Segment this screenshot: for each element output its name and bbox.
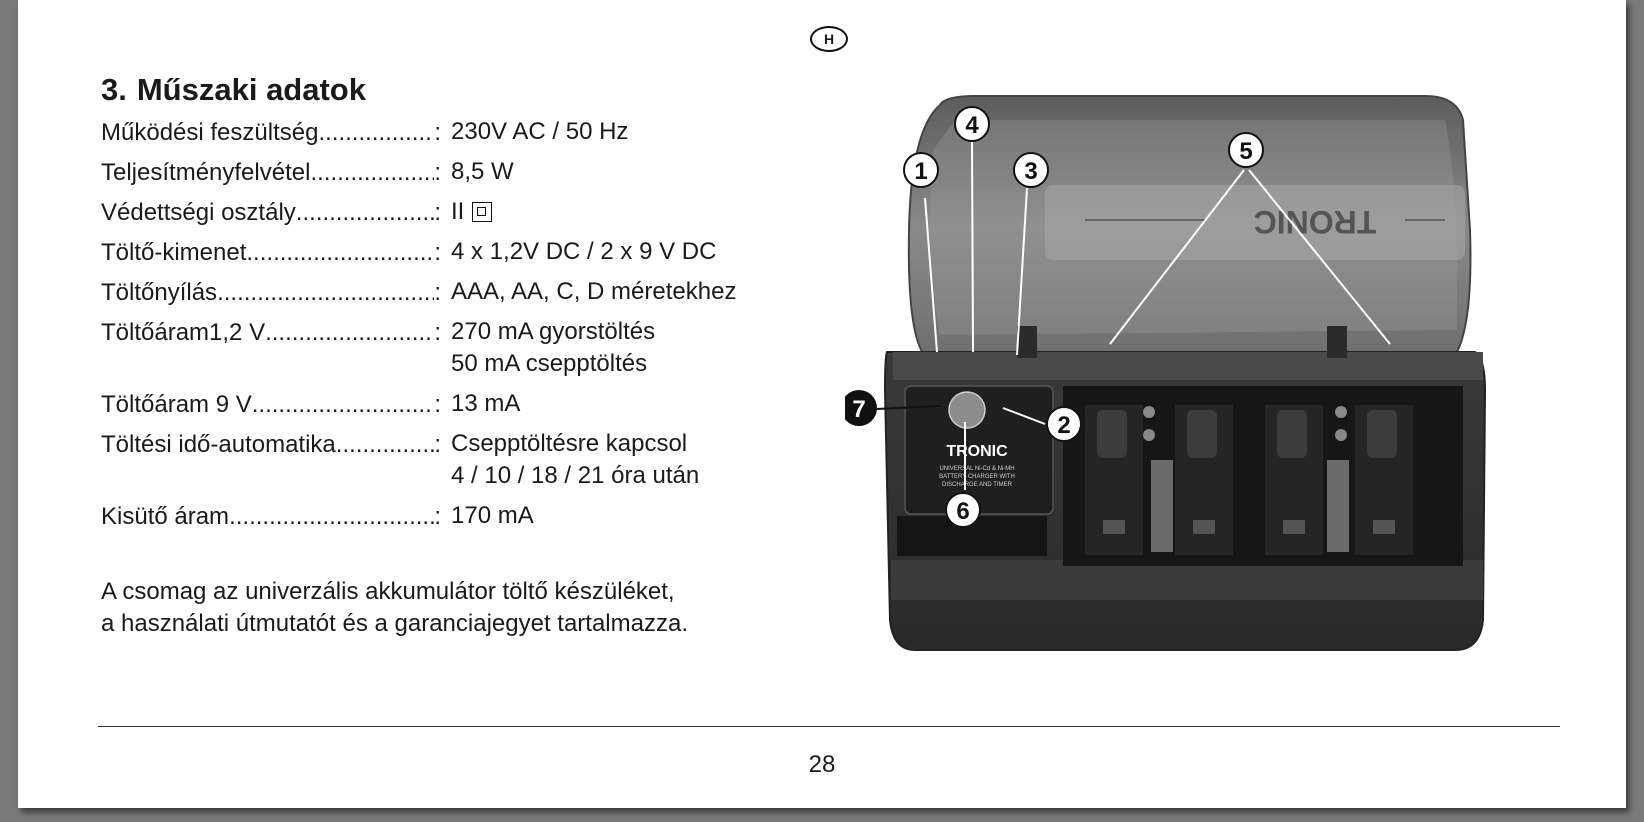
spec-value: II — [451, 198, 465, 225]
spec-label: Töltőáram 9 V — [101, 391, 252, 418]
spec-value: 8,5 W — [451, 158, 514, 185]
package-contents-note — [101, 576, 688, 640]
spec-row: Töltőáram 9 V ..... : 13 mA — [101, 388, 781, 428]
spec-row: Védettségi osztály ..... : II — [101, 196, 781, 236]
section-number: 3. — [101, 72, 127, 107]
spec-value: 13 mA — [451, 390, 521, 417]
panel-caption: UNIVERSAL Ni-Cd & Ni-MH — [939, 466, 1015, 472]
spec-label: Töltőnyílás — [101, 279, 218, 306]
lid-brand-text: TRONIC — [1253, 204, 1377, 240]
section-title: Műszaki adatok — [136, 72, 366, 107]
spec-value: Csepptöltésre kapcsol — [451, 430, 688, 457]
spec-row: Működési feszültség ..... : 230V AC / 50 Hz — [101, 116, 781, 156]
callout-6 — [946, 493, 980, 527]
spec-label: Működési feszültség — [101, 119, 319, 146]
spec-label: Teljesítményfelvétel — [101, 159, 311, 186]
spec-value: 270 mA gyorstöltés — [451, 318, 656, 345]
svg-text:5: 5 — [1239, 138, 1253, 165]
callout-4 — [955, 107, 989, 141]
spec-value: AAA, AA, C, D méretekhez — [451, 278, 737, 305]
spec-row: Töltőnyílás ..... : AAA, AA, C, D méretekhez — [101, 276, 781, 316]
note-line: A csomag az univerzális akkumulátor töltő készüléket, — [101, 578, 675, 605]
spec-row: Töltési idő-automatika ..... : Csepptöltésre kapcsol 4 / 10 / 18 / 21 óra után — [101, 428, 781, 500]
language-badge: H — [810, 26, 848, 52]
note-line: a használati útmutatót és a garanciajegyet tartalmazza. — [101, 610, 688, 637]
spec-value: 4 / 10 / 18 / 21 óra után — [451, 462, 700, 489]
panel-brand-text: TRONIC — [946, 443, 1008, 460]
callout-2 — [1047, 407, 1081, 441]
spec-value: 170 mA — [451, 502, 534, 529]
spec-row: Teljesítményfelvétel ..... : 8,5 W — [101, 156, 781, 196]
svg-text:6: 6 — [956, 498, 970, 525]
spec-label: Védettségi osztály — [101, 199, 296, 226]
svg-text:2: 2 — [1057, 412, 1071, 439]
spec-row: Kisütő áram ..... : 170 mA — [101, 500, 781, 540]
protection-class-ii-icon — [472, 202, 492, 222]
spec-value: 50 mA csepptöltés — [451, 350, 648, 377]
spec-row: Töltőáram1,2 V ..... : 270 mA gyorstöltés 50 mA csepptöltés — [101, 316, 781, 388]
spec-label: Kisütő áram — [101, 503, 230, 530]
spec-value: 4 x 1,2V DC / 2 x 9 V DC — [451, 238, 717, 265]
section-heading — [101, 72, 366, 108]
spec-value: 230V AC / 50 Hz — [451, 118, 629, 145]
panel-caption: BATTERY CHARGER WITH — [939, 474, 1015, 480]
callout-7 — [845, 391, 876, 425]
spec-label: Töltő-kimenet — [101, 239, 247, 266]
charger-photo — [845, 90, 1555, 690]
spec-label: Töltőáram1,2 V — [101, 319, 266, 346]
svg-text:4: 4 — [965, 112, 979, 139]
spec-list — [101, 116, 781, 540]
callout-3 — [1014, 153, 1048, 187]
callout-1 — [904, 153, 938, 187]
page-number: 28 — [808, 751, 836, 778]
spec-row: Töltő-kimenet ..... : 4 x 1,2V DC / 2 x 9 V DC — [101, 236, 781, 276]
spec-label: Töltési idő-automatika — [101, 431, 336, 458]
svg-text:7: 7 — [852, 396, 866, 423]
svg-text:1: 1 — [914, 158, 928, 185]
footer-rule — [98, 726, 1560, 727]
callout-5 — [1229, 133, 1263, 167]
svg-text:3: 3 — [1024, 158, 1038, 185]
panel-caption: DISCHARGE AND TIMER — [942, 482, 1012, 488]
